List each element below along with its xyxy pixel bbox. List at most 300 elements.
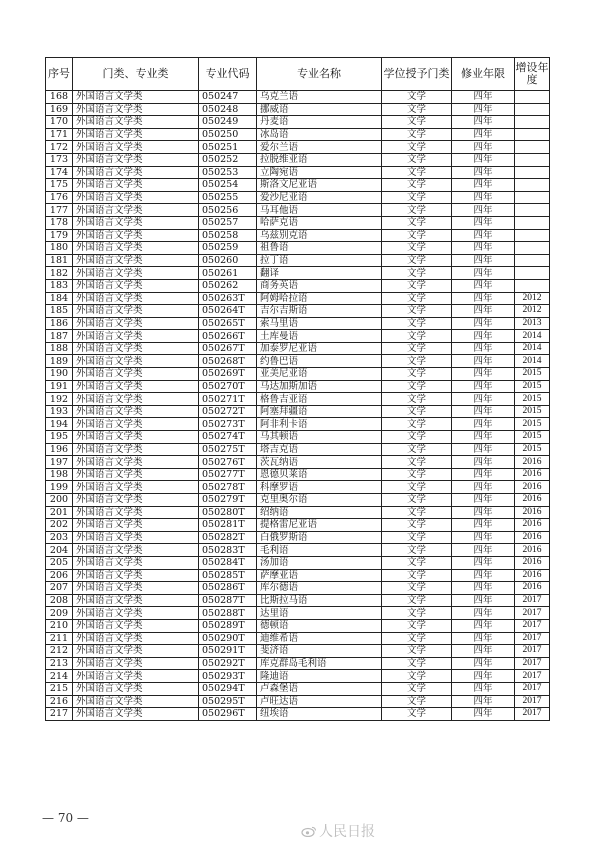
cell-added-year (515, 204, 550, 217)
cell-code: 050271T (199, 393, 257, 406)
cell-name: 纽埃语 (257, 708, 382, 721)
cell-category: 外国语言文学类 (73, 229, 199, 242)
cell-name: 塔吉克语 (257, 443, 382, 456)
cell-name: 迪维希语 (257, 632, 382, 645)
cell-duration: 四年 (452, 330, 515, 343)
cell-added-year: 2016 (515, 582, 550, 595)
cell-degree: 文学 (382, 191, 452, 204)
cell-duration: 四年 (452, 229, 515, 242)
cell-added-year (515, 254, 550, 267)
cell-seq: 171 (46, 128, 73, 141)
cell-duration: 四年 (452, 645, 515, 658)
cell-duration: 四年 (452, 632, 515, 645)
cell-degree: 文学 (382, 506, 452, 519)
cell-code: 050261 (199, 267, 257, 280)
cell-degree: 文学 (382, 116, 452, 129)
cell-added-year: 2014 (515, 330, 550, 343)
cell-duration: 四年 (452, 204, 515, 217)
cell-category: 外国语言文学类 (73, 506, 199, 519)
cell-code: 050252 (199, 153, 257, 166)
cell-added-year: 2017 (515, 645, 550, 658)
cell-code: 050269T (199, 368, 257, 381)
table-row (46, 682, 550, 695)
cell-added-year: 2015 (515, 380, 550, 393)
cell-category: 外国语言文学类 (73, 657, 199, 670)
cell-category: 外国语言文学类 (73, 216, 199, 229)
cell-added-year: 2016 (515, 494, 550, 507)
cell-category: 外国语言文学类 (73, 204, 199, 217)
cell-seq: 210 (46, 619, 73, 632)
cell-duration: 四年 (452, 242, 515, 255)
table-row (46, 191, 550, 204)
cell-added-year: 2015 (515, 443, 550, 456)
cell-duration: 四年 (452, 544, 515, 557)
cell-name: 绍纳语 (257, 506, 382, 519)
cell-added-year: 2017 (515, 619, 550, 632)
cell-duration: 四年 (452, 494, 515, 507)
cell-degree: 文学 (382, 531, 452, 544)
cell-name: 提格雷尼亚语 (257, 519, 382, 532)
cell-added-year: 2016 (515, 569, 550, 582)
table-row (46, 254, 550, 267)
cell-added-year: 2017 (515, 682, 550, 695)
table-row (46, 556, 550, 569)
cell-degree: 文学 (382, 342, 452, 355)
cell-seq: 192 (46, 393, 73, 406)
cell-category: 外国语言文学类 (73, 607, 199, 620)
cell-seq: 211 (46, 632, 73, 645)
cell-category: 外国语言文学类 (73, 317, 199, 330)
cell-added-year: 2015 (515, 368, 550, 381)
cell-category: 外国语言文学类 (73, 645, 199, 658)
cell-code: 050259 (199, 242, 257, 255)
table-row (46, 380, 550, 393)
cell-added-year: 2014 (515, 355, 550, 368)
cell-category: 外国语言文学类 (73, 242, 199, 255)
cell-duration: 四年 (452, 216, 515, 229)
cell-degree: 文学 (382, 216, 452, 229)
watermark-text: 人民日报 (319, 824, 375, 840)
cell-added-year: 2017 (515, 657, 550, 670)
cell-duration: 四年 (452, 708, 515, 721)
cell-category: 外国语言文学类 (73, 103, 199, 116)
cell-seq: 216 (46, 695, 73, 708)
header-degree: 学位授予门类 (382, 58, 452, 91)
cell-degree: 文学 (382, 292, 452, 305)
table-row (46, 569, 550, 582)
cell-code: 050287T (199, 594, 257, 607)
cell-seq: 190 (46, 368, 73, 381)
cell-category: 外国语言文学类 (73, 544, 199, 557)
table-row (46, 494, 550, 507)
table-row (46, 594, 550, 607)
cell-category: 外国语言文学类 (73, 494, 199, 507)
cell-category: 外国语言文学类 (73, 305, 199, 318)
cell-added-year: 2016 (515, 519, 550, 532)
cell-code: 050272T (199, 405, 257, 418)
cell-category: 外国语言文学类 (73, 141, 199, 154)
cell-added-year: 2017 (515, 594, 550, 607)
page-number: — 70 — (42, 811, 89, 825)
table-row (46, 116, 550, 129)
table-row (46, 317, 550, 330)
table-row (46, 481, 550, 494)
cell-code: 050248 (199, 103, 257, 116)
cell-duration: 四年 (452, 380, 515, 393)
table-row (46, 179, 550, 192)
cell-code: 050247 (199, 91, 257, 104)
weibo-icon (301, 825, 317, 836)
header-category: 门类、专业类 (73, 58, 199, 91)
cell-name: 马其顿语 (257, 431, 382, 444)
table-row (46, 141, 550, 154)
cell-name: 茨瓦纳语 (257, 456, 382, 469)
cell-name: 亚美尼亚语 (257, 368, 382, 381)
cell-duration: 四年 (452, 607, 515, 620)
cell-added-year: 2015 (515, 393, 550, 406)
cell-category: 外国语言文学类 (73, 619, 199, 632)
cell-name: 立陶宛语 (257, 166, 382, 179)
cell-degree: 文学 (382, 456, 452, 469)
cell-code: 050281T (199, 519, 257, 532)
cell-degree: 文学 (382, 594, 452, 607)
cell-duration: 四年 (452, 128, 515, 141)
cell-category: 外国语言文学类 (73, 405, 199, 418)
cell-seq: 174 (46, 166, 73, 179)
table-row (46, 128, 550, 141)
cell-name: 土库曼语 (257, 330, 382, 343)
table-row (46, 166, 550, 179)
cell-code: 050255 (199, 191, 257, 204)
cell-degree: 文学 (382, 519, 452, 532)
cell-duration: 四年 (452, 191, 515, 204)
cell-duration: 四年 (452, 468, 515, 481)
cell-name: 乌克兰语 (257, 91, 382, 104)
cell-name: 祖鲁语 (257, 242, 382, 255)
cell-duration: 四年 (452, 179, 515, 192)
cell-code: 050295T (199, 695, 257, 708)
cell-category: 外国语言文学类 (73, 582, 199, 595)
cell-duration: 四年 (452, 317, 515, 330)
cell-category: 外国语言文学类 (73, 556, 199, 569)
cell-code: 050288T (199, 607, 257, 620)
cell-added-year (515, 242, 550, 255)
cell-duration: 四年 (452, 141, 515, 154)
cell-degree: 文学 (382, 141, 452, 154)
table-row (46, 418, 550, 431)
cell-duration: 四年 (452, 405, 515, 418)
cell-code: 050268T (199, 355, 257, 368)
table-row (46, 544, 550, 557)
cell-added-year: 2017 (515, 607, 550, 620)
cell-seq: 191 (46, 380, 73, 393)
cell-code: 050263T (199, 292, 257, 305)
cell-seq: 180 (46, 242, 73, 255)
cell-code: 050254 (199, 179, 257, 192)
cell-degree: 文学 (382, 279, 452, 292)
cell-name: 克里奥尔语 (257, 494, 382, 507)
cell-degree: 文学 (382, 204, 452, 217)
table-row (46, 229, 550, 242)
table-row (46, 431, 550, 444)
header-added-year: 增设年度 (515, 58, 550, 91)
cell-added-year (515, 216, 550, 229)
cell-category: 外国语言文学类 (73, 632, 199, 645)
cell-category: 外国语言文学类 (73, 670, 199, 683)
cell-duration: 四年 (452, 342, 515, 355)
cell-duration: 四年 (452, 531, 515, 544)
cell-degree: 文学 (382, 368, 452, 381)
cell-degree: 文学 (382, 229, 452, 242)
cell-category: 外国语言文学类 (73, 708, 199, 721)
table-row (46, 456, 550, 469)
cell-code: 050286T (199, 582, 257, 595)
cell-name: 汤加语 (257, 556, 382, 569)
cell-duration: 四年 (452, 305, 515, 318)
table-row (46, 330, 550, 343)
cell-name: 恩德贝莱语 (257, 468, 382, 481)
cell-seq: 199 (46, 481, 73, 494)
cell-added-year (515, 229, 550, 242)
cell-seq: 207 (46, 582, 73, 595)
cell-seq: 214 (46, 670, 73, 683)
cell-degree: 文学 (382, 645, 452, 658)
table-row (46, 531, 550, 544)
header-duration: 修业年限 (452, 58, 515, 91)
cell-code: 050277T (199, 468, 257, 481)
cell-code: 050293T (199, 670, 257, 683)
cell-added-year (515, 103, 550, 116)
cell-degree: 文学 (382, 103, 452, 116)
cell-code: 050257 (199, 216, 257, 229)
cell-added-year: 2016 (515, 544, 550, 557)
cell-seq: 217 (46, 708, 73, 721)
table-row (46, 695, 550, 708)
cell-code: 050249 (199, 116, 257, 129)
table-row (46, 292, 550, 305)
cell-category: 外国语言文学类 (73, 254, 199, 267)
cell-degree: 文学 (382, 708, 452, 721)
cell-category: 外国语言文学类 (73, 393, 199, 406)
cell-degree: 文学 (382, 556, 452, 569)
cell-degree: 文学 (382, 242, 452, 255)
cell-added-year: 2013 (515, 317, 550, 330)
cell-duration: 四年 (452, 670, 515, 683)
cell-category: 外国语言文学类 (73, 355, 199, 368)
cell-code: 050278T (199, 481, 257, 494)
cell-duration: 四年 (452, 279, 515, 292)
cell-degree: 文学 (382, 128, 452, 141)
cell-seq: 186 (46, 317, 73, 330)
cell-name: 比斯拉马语 (257, 594, 382, 607)
cell-name: 达里语 (257, 607, 382, 620)
cell-seq: 215 (46, 682, 73, 695)
cell-seq: 212 (46, 645, 73, 658)
cell-code: 050280T (199, 506, 257, 519)
cell-seq: 187 (46, 330, 73, 343)
cell-name: 约鲁巴语 (257, 355, 382, 368)
cell-category: 外国语言文学类 (73, 380, 199, 393)
cell-added-year (515, 141, 550, 154)
table-row (46, 153, 550, 166)
cell-degree: 文学 (382, 632, 452, 645)
cell-name: 加泰罗尼亚语 (257, 342, 382, 355)
table-row (46, 519, 550, 532)
cell-seq: 189 (46, 355, 73, 368)
cell-category: 外国语言文学类 (73, 330, 199, 343)
cell-category: 外国语言文学类 (73, 418, 199, 431)
cell-category: 外国语言文学类 (73, 267, 199, 280)
cell-added-year: 2014 (515, 342, 550, 355)
cell-code: 050273T (199, 418, 257, 431)
cell-name: 卢森堡语 (257, 682, 382, 695)
cell-degree: 文学 (382, 695, 452, 708)
cell-duration: 四年 (452, 267, 515, 280)
cell-code: 050294T (199, 682, 257, 695)
cell-degree: 文学 (382, 443, 452, 456)
cell-seq: 195 (46, 431, 73, 444)
cell-code: 050265T (199, 317, 257, 330)
cell-category: 外国语言文学类 (73, 179, 199, 192)
table-row (46, 405, 550, 418)
cell-name: 库尔德语 (257, 582, 382, 595)
cell-seq: 183 (46, 279, 73, 292)
cell-category: 外国语言文学类 (73, 682, 199, 695)
cell-seq: 173 (46, 153, 73, 166)
cell-code: 050258 (199, 229, 257, 242)
cell-seq: 206 (46, 569, 73, 582)
cell-code: 050253 (199, 166, 257, 179)
cell-code: 050251 (199, 141, 257, 154)
cell-duration: 四年 (452, 619, 515, 632)
cell-duration: 四年 (452, 116, 515, 129)
cell-seq: 169 (46, 103, 73, 116)
cell-duration: 四年 (452, 153, 515, 166)
cell-name: 格鲁吉亚语 (257, 393, 382, 406)
cell-code: 050275T (199, 443, 257, 456)
table-row (46, 368, 550, 381)
cell-code: 050296T (199, 708, 257, 721)
cell-category: 外国语言文学类 (73, 569, 199, 582)
cell-added-year (515, 267, 550, 280)
cell-duration: 四年 (452, 569, 515, 582)
cell-duration: 四年 (452, 594, 515, 607)
cell-degree: 文学 (382, 431, 452, 444)
cell-name: 拉丁语 (257, 254, 382, 267)
cell-duration: 四年 (452, 368, 515, 381)
cell-code: 050266T (199, 330, 257, 343)
cell-code: 050289T (199, 619, 257, 632)
cell-duration: 四年 (452, 556, 515, 569)
cell-added-year (515, 179, 550, 192)
cell-seq: 177 (46, 204, 73, 217)
cell-category: 外国语言文学类 (73, 695, 199, 708)
cell-degree: 文学 (382, 355, 452, 368)
cell-added-year (515, 279, 550, 292)
cell-added-year: 2012 (515, 305, 550, 318)
cell-name: 库克群岛毛利语 (257, 657, 382, 670)
table-row (46, 708, 550, 721)
cell-name: 阿非利卡语 (257, 418, 382, 431)
cell-added-year: 2017 (515, 708, 550, 721)
cell-category: 外国语言文学类 (73, 91, 199, 104)
cell-code: 050282T (199, 531, 257, 544)
header-seq: 序号 (46, 58, 73, 91)
cell-category: 外国语言文学类 (73, 116, 199, 129)
cell-duration: 四年 (452, 418, 515, 431)
cell-name: 冰岛语 (257, 128, 382, 141)
cell-seq: 200 (46, 494, 73, 507)
cell-code: 050291T (199, 645, 257, 658)
cell-seq: 179 (46, 229, 73, 242)
cell-name: 阿塞拜疆语 (257, 405, 382, 418)
cell-seq: 198 (46, 468, 73, 481)
cell-duration: 四年 (452, 166, 515, 179)
cell-degree: 文学 (382, 569, 452, 582)
cell-category: 外国语言文学类 (73, 368, 199, 381)
table-row (46, 393, 550, 406)
cell-category: 外国语言文学类 (73, 153, 199, 166)
cell-duration: 四年 (452, 519, 515, 532)
cell-name: 斐济语 (257, 645, 382, 658)
table-row (46, 619, 550, 632)
cell-degree: 文学 (382, 544, 452, 557)
cell-name: 阿姆哈拉语 (257, 292, 382, 305)
cell-degree: 文学 (382, 494, 452, 507)
cell-added-year (515, 191, 550, 204)
cell-seq: 184 (46, 292, 73, 305)
cell-degree: 文学 (382, 330, 452, 343)
cell-seq: 181 (46, 254, 73, 267)
cell-category: 外国语言文学类 (73, 456, 199, 469)
table-row (46, 468, 550, 481)
cell-name: 商务英语 (257, 279, 382, 292)
cell-added-year: 2015 (515, 431, 550, 444)
table-row (46, 91, 550, 104)
cell-degree: 文学 (382, 468, 452, 481)
cell-name: 毛利语 (257, 544, 382, 557)
cell-added-year: 2012 (515, 292, 550, 305)
cell-degree: 文学 (382, 582, 452, 595)
cell-category: 外国语言文学类 (73, 342, 199, 355)
cell-degree: 文学 (382, 657, 452, 670)
table-row (46, 506, 550, 519)
cell-added-year: 2017 (515, 695, 550, 708)
cell-duration: 四年 (452, 582, 515, 595)
cell-seq: 178 (46, 216, 73, 229)
cell-degree: 文学 (382, 619, 452, 632)
cell-name: 马达加斯加语 (257, 380, 382, 393)
cell-seq: 194 (46, 418, 73, 431)
cell-code: 050290T (199, 632, 257, 645)
cell-code: 050279T (199, 494, 257, 507)
cell-seq: 188 (46, 342, 73, 355)
table-body (46, 91, 550, 721)
table-row (46, 305, 550, 318)
cell-seq: 209 (46, 607, 73, 620)
cell-seq: 204 (46, 544, 73, 557)
cell-duration: 四年 (452, 355, 515, 368)
cell-seq: 172 (46, 141, 73, 154)
cell-duration: 四年 (452, 456, 515, 469)
cell-added-year: 2016 (515, 456, 550, 469)
cell-seq: 205 (46, 556, 73, 569)
cell-duration: 四年 (452, 103, 515, 116)
cell-added-year (515, 166, 550, 179)
cell-name: 斯洛文尼亚语 (257, 179, 382, 192)
cell-category: 外国语言文学类 (73, 519, 199, 532)
cell-category: 外国语言文学类 (73, 166, 199, 179)
